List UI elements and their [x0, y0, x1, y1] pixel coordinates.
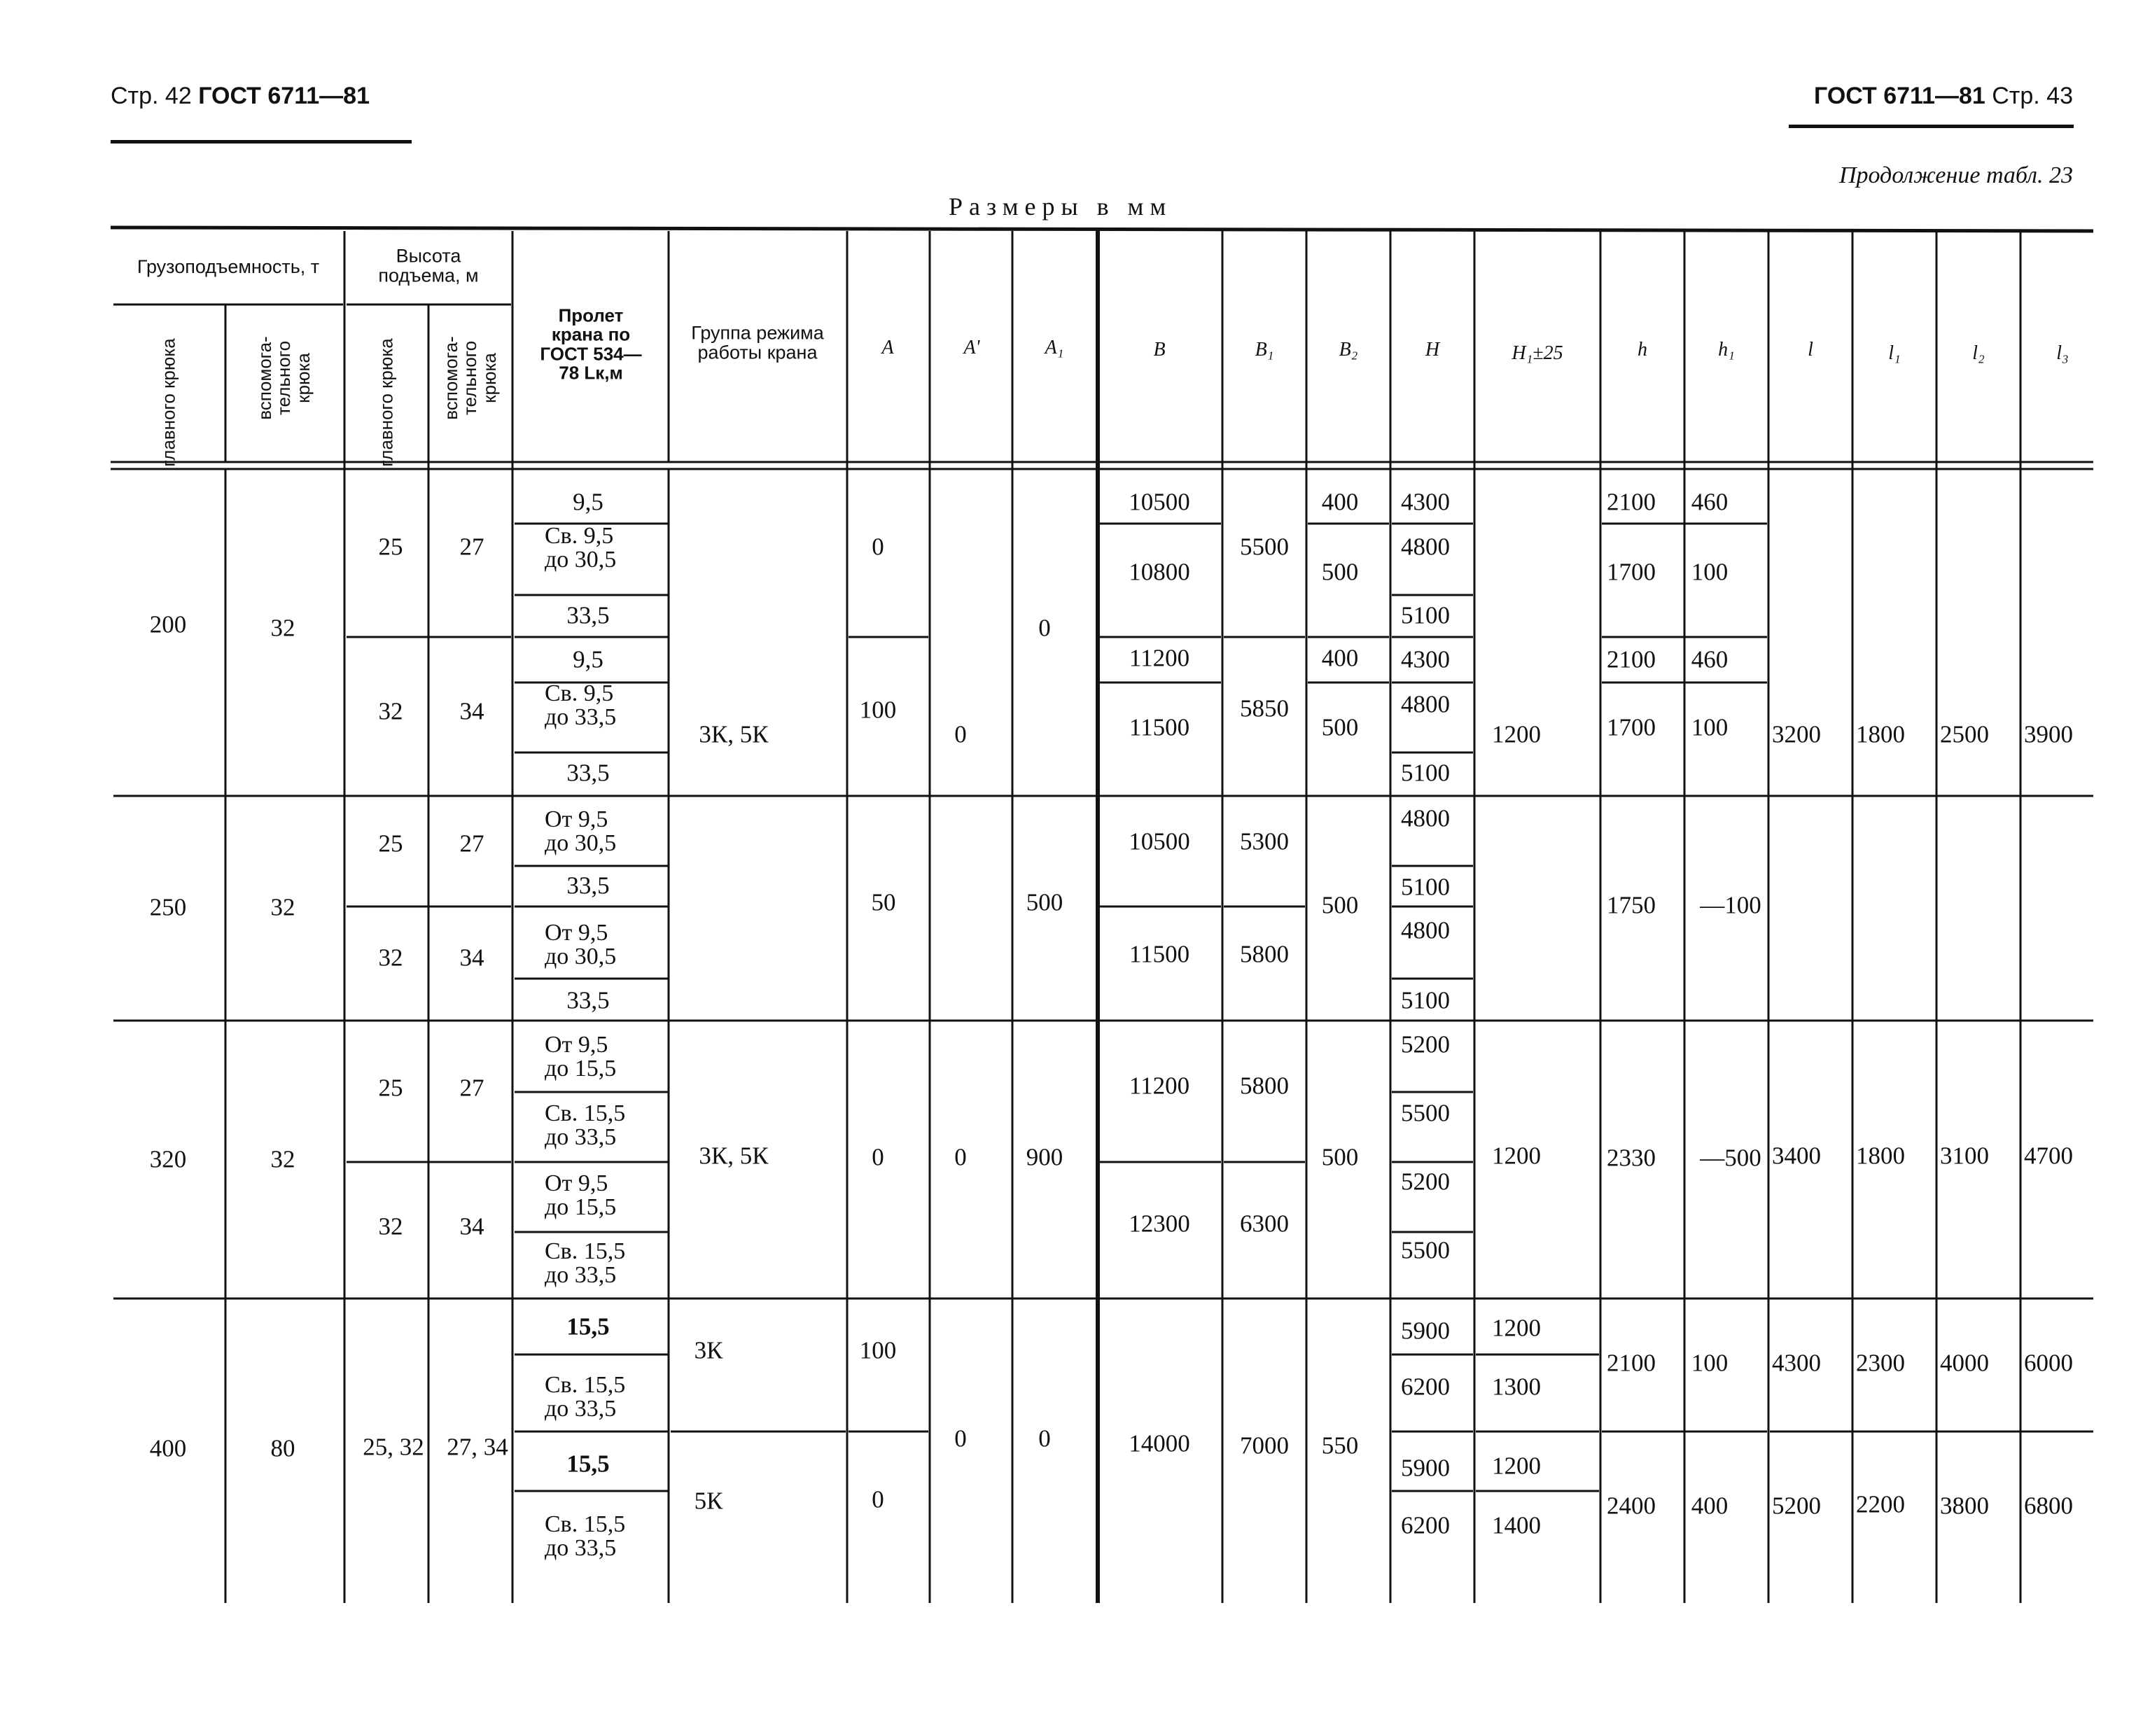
cell-B2: 500 [1321, 713, 1359, 741]
cell-A-prime: 0 [954, 720, 967, 748]
cell-B2: 550 [1321, 1432, 1359, 1460]
cell-A1: 0 [1038, 1424, 1051, 1452]
cell-h1: 460 [1691, 645, 1729, 673]
cell-B1: 5300 [1240, 827, 1289, 855]
cell-H: 5900 [1401, 1454, 1450, 1482]
cell-l3: 3900 [2024, 720, 2073, 748]
cell-B: 14000 [1129, 1429, 1190, 1457]
cell-A: 100 [859, 1336, 897, 1364]
cell-B2: 500 [1321, 1143, 1359, 1171]
header-mode: Группа режима работы крана [691, 322, 824, 363]
cell-A: 100 [859, 696, 897, 724]
cell-mode: 3К, 5К [699, 1142, 769, 1170]
cell-l: 4300 [1772, 1349, 1821, 1377]
cell-span: Св. 9,5 до 33,5 [545, 680, 617, 730]
header-A-prime: A' [963, 337, 980, 358]
cell-B1: 6300 [1240, 1210, 1289, 1238]
cell-H: 5100 [1401, 986, 1450, 1014]
cell-height-main: 32 [378, 697, 403, 725]
cell-capacity-main: 400 [149, 1434, 187, 1462]
cell-A: 0 [872, 1143, 884, 1171]
cell-capacity-main: 200 [149, 610, 187, 638]
cell-B1: 5800 [1240, 940, 1289, 968]
header-A1: A₁ [1045, 337, 1064, 358]
cell-h1: —100 [1700, 891, 1761, 919]
cell-h: 2100 [1607, 488, 1656, 516]
left-standard-code: ГОСТ 6711—81 [198, 83, 370, 109]
cell-B: 10500 [1129, 488, 1190, 516]
cell-H1: 1300 [1492, 1373, 1541, 1401]
cell-B: 10800 [1129, 558, 1190, 586]
cell-B1: 5500 [1240, 533, 1289, 561]
cell-l2: 2500 [1940, 720, 1989, 748]
cell-H: 4800 [1401, 804, 1450, 832]
cell-H: 5200 [1401, 1168, 1450, 1196]
cell-A: 50 [871, 888, 896, 916]
cell-A-prime: 0 [954, 1143, 967, 1171]
cell-B2: 500 [1321, 558, 1359, 586]
header-B2: B₂ [1339, 339, 1358, 360]
cell-H: 5100 [1401, 873, 1450, 901]
header-capacity-main: главного крюка [158, 338, 179, 467]
table-continuation-caption: Продолжение табл. 23 [1838, 162, 2073, 188]
cell-l: 3400 [1772, 1142, 1821, 1170]
cell-span: 9,5 [573, 488, 603, 516]
cell-H: 5100 [1401, 601, 1450, 629]
cell-H: 4800 [1401, 690, 1450, 718]
cell-l2: 3100 [1940, 1142, 1989, 1170]
cell-H1: 1200 [1492, 1314, 1541, 1342]
cell-l3: 6000 [2024, 1349, 2073, 1377]
cell-span: Св. 15,5 до 33,5 [545, 1238, 626, 1288]
cell-span: От 9,5 до 30,5 [545, 920, 617, 969]
header-B1: B₁ [1255, 339, 1274, 360]
header-l3: l₃ [2056, 342, 2069, 364]
cell-B: 11200 [1129, 1072, 1190, 1100]
cell-l: 5200 [1772, 1492, 1821, 1520]
cell-H: 5500 [1401, 1099, 1450, 1127]
header-H: H [1425, 339, 1440, 360]
cell-capacity-main: 250 [149, 893, 187, 921]
header-l: l [1808, 339, 1813, 360]
cell-H: 4300 [1401, 645, 1450, 673]
cell-A1: 0 [1038, 614, 1051, 642]
cell-H: 5200 [1401, 1030, 1450, 1058]
cell-h: 2100 [1607, 645, 1656, 673]
cell-height-aux: 27 [459, 1074, 484, 1102]
cell-span: Св. 15,5 до 33,5 [545, 1100, 626, 1150]
cell-capacity-aux: 80 [270, 1434, 295, 1462]
cell-height-main: 32 [378, 944, 403, 972]
cell-span: От 9,5 до 15,5 [545, 1170, 617, 1220]
cell-span: Св. 15,5 до 33,5 [545, 1372, 626, 1422]
cell-h1: 100 [1691, 558, 1729, 586]
cell-span: 33,5 [566, 759, 610, 787]
header-h1: h₁ [1718, 339, 1735, 360]
cell-mode: 3К [694, 1336, 723, 1364]
cell-span: 15,5 [566, 1312, 610, 1340]
cell-h: 2330 [1607, 1144, 1656, 1172]
header-height-aux: вспомога-тельного крюка [440, 336, 500, 420]
cell-A1: 500 [1026, 888, 1063, 916]
cell-h1: 100 [1691, 1349, 1729, 1377]
cell-span: 33,5 [566, 986, 610, 1014]
header-B: B [1153, 339, 1166, 360]
cell-h1: —500 [1700, 1144, 1761, 1172]
header-h: h [1638, 339, 1647, 360]
cell-l3: 4700 [2024, 1142, 2073, 1170]
cell-B: 11200 [1129, 644, 1190, 672]
left-page-number: Стр. 42 [111, 83, 192, 109]
cell-l1: 2300 [1856, 1349, 1905, 1377]
cell-span: 33,5 [566, 601, 610, 629]
cell-l: 3200 [1772, 720, 1821, 748]
cell-span: 33,5 [566, 872, 610, 899]
header-lift-height: Высота подъема, м [378, 245, 479, 286]
cell-height-main: 25 [378, 1074, 403, 1102]
cell-A-prime: 0 [954, 1424, 967, 1452]
cell-B2: 400 [1321, 488, 1359, 516]
cell-H: 4300 [1401, 488, 1450, 516]
cell-mode: 5К [694, 1487, 723, 1515]
cell-H: 5900 [1401, 1317, 1450, 1345]
cell-H: 6200 [1401, 1373, 1450, 1401]
cell-H1: 1400 [1492, 1511, 1541, 1539]
header-H1: H₁±25 [1512, 342, 1563, 364]
cell-span: Св. 9,5 до 30,5 [545, 523, 617, 573]
cell-capacity-aux: 32 [270, 1145, 295, 1173]
cell-height-main: 25, 32 [363, 1433, 424, 1461]
cell-span: Св. 15,5 до 33,5 [545, 1511, 626, 1561]
header-height-main: главного крюка [375, 338, 397, 467]
cell-capacity-main: 320 [149, 1145, 187, 1173]
cell-H1: 1200 [1492, 1142, 1541, 1170]
cell-span: 9,5 [573, 645, 603, 673]
cell-height-aux: 27 [459, 533, 484, 561]
cell-l1: 2200 [1856, 1490, 1905, 1518]
cell-B: 12300 [1129, 1210, 1190, 1238]
cell-l3: 6800 [2024, 1492, 2073, 1520]
cell-B: 10500 [1129, 827, 1190, 855]
units-caption: Размеры в мм [949, 192, 1173, 220]
cell-height-aux: 34 [459, 697, 484, 725]
cell-mode: 3К, 5К [699, 720, 769, 748]
cell-h1: 400 [1691, 1492, 1729, 1520]
cell-H: 4800 [1401, 916, 1450, 944]
cell-h1: 460 [1691, 488, 1729, 516]
cell-height-main: 32 [378, 1212, 403, 1240]
cell-l1: 1800 [1856, 720, 1905, 748]
cell-height-main: 25 [378, 533, 403, 561]
cell-l2: 4000 [1940, 1349, 1989, 1377]
cell-l2: 3800 [1940, 1492, 1989, 1520]
cell-h1: 100 [1691, 713, 1729, 741]
cell-B1: 7000 [1240, 1432, 1289, 1460]
cell-h: 1750 [1607, 891, 1656, 919]
cell-capacity-aux: 32 [270, 614, 295, 642]
cell-span: От 9,5 до 30,5 [545, 806, 617, 856]
cell-l1: 1800 [1856, 1142, 1905, 1170]
cell-A: 0 [872, 533, 884, 561]
header-l1: l₁ [1888, 342, 1901, 364]
header-A: A [881, 337, 894, 358]
header-capacity: Грузоподъемность, т [137, 255, 320, 277]
header-capacity-aux: вспомога-тельного крюка [254, 336, 314, 420]
cell-B1: 5800 [1240, 1072, 1289, 1100]
cell-H: 4800 [1401, 533, 1450, 561]
cell-h: 1700 [1607, 713, 1656, 741]
header-l2: l₂ [1972, 342, 1985, 364]
cell-height-main: 25 [378, 830, 403, 858]
cell-span: От 9,5 до 15,5 [545, 1032, 617, 1082]
cell-height-aux: 27, 34 [447, 1433, 508, 1461]
cell-B: 11500 [1129, 713, 1190, 741]
cell-height-aux: 27 [459, 830, 484, 858]
cell-h: 1700 [1607, 558, 1656, 586]
cell-height-aux: 34 [459, 944, 484, 972]
cell-B1: 5850 [1240, 694, 1289, 722]
cell-A1: 900 [1026, 1143, 1063, 1171]
cell-H: 5100 [1401, 759, 1450, 787]
cell-span: 15,5 [566, 1450, 610, 1478]
cell-H: 5500 [1401, 1236, 1450, 1264]
cell-H: 6200 [1401, 1511, 1450, 1539]
right-page-number: Стр. 43 [1992, 83, 2073, 109]
cell-B2: 500 [1321, 891, 1359, 919]
right-standard-code: ГОСТ 6711—81 [1814, 83, 1985, 109]
cell-h: 2400 [1607, 1492, 1656, 1520]
cell-capacity-aux: 32 [270, 893, 295, 921]
cell-B2: 400 [1321, 644, 1359, 672]
cell-H1: 1200 [1492, 720, 1541, 748]
cell-A: 0 [872, 1485, 884, 1513]
cell-B: 11500 [1129, 940, 1190, 968]
header-span: Пролет крана по ГОСТ 534—78 Lк,м [540, 304, 642, 384]
cell-H1: 1200 [1492, 1452, 1541, 1480]
cell-h: 2100 [1607, 1349, 1656, 1377]
cell-height-aux: 34 [459, 1212, 484, 1240]
